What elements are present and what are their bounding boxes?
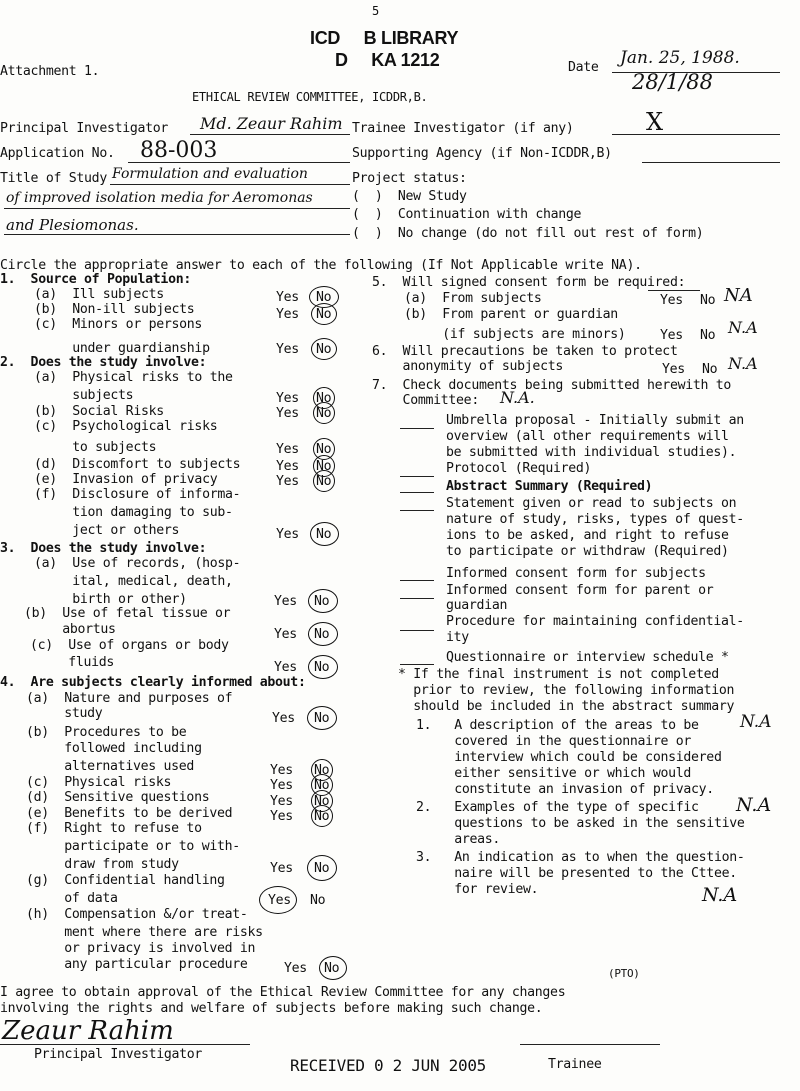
- answer-no: No: [316, 406, 332, 421]
- pi-value: Md. Zeaur Rahim: [200, 114, 343, 133]
- doc-umbrella-1: Umbrella proposal - Initially submit an: [446, 413, 744, 428]
- status-new-study: ( ) New Study: [352, 189, 467, 204]
- answer-yes: Yes: [276, 307, 299, 322]
- q4b-line1: (b) Procedures to be: [26, 725, 187, 740]
- answer-circle: [308, 622, 338, 646]
- answer-circle: [259, 886, 297, 914]
- q3a-line3: birth or other): [34, 592, 187, 607]
- trainee-value: X: [646, 108, 664, 136]
- answer-no: No: [310, 893, 326, 908]
- header-mark: 5: [372, 4, 379, 18]
- answer-yes: Yes: [270, 794, 293, 809]
- answer-yes: Yes: [270, 809, 293, 824]
- answer-yes: Yes: [276, 342, 299, 357]
- pi-signature-label: Principal Investigator: [34, 1047, 203, 1062]
- doc-confidentiality-1: Procedure for maintaining confidential-: [446, 614, 744, 629]
- library-stamp-line1: ICD B LIBRARY: [310, 28, 459, 48]
- note1-na: N.A: [740, 712, 772, 732]
- title-underline-3: [4, 234, 350, 235]
- trainee-signature-line: [520, 1044, 660, 1045]
- checkbox-line: [400, 664, 434, 665]
- q7-line2: Committee:: [372, 393, 479, 408]
- q2f-line2: tion damaging to sub-: [34, 505, 233, 520]
- answer-yes: Yes: [274, 660, 297, 675]
- answer-no: No: [316, 474, 332, 489]
- doc-consent-subjects: Informed consent form for subjects: [446, 566, 706, 581]
- q4a-line1: (a) Nature and purposes of: [26, 691, 233, 706]
- answer-no: No: [316, 442, 332, 457]
- q4h-line3: or privacy is involved in: [26, 941, 256, 956]
- q3b-line2: abortus: [24, 622, 116, 637]
- answer-no: No: [314, 594, 330, 609]
- answer-yes: Yes: [276, 474, 299, 489]
- answer-circle: [319, 956, 347, 980]
- answer-no: No: [316, 307, 332, 322]
- answer-yes: Yes: [272, 711, 295, 726]
- checkbox-line: [400, 428, 434, 429]
- date-value-1: Jan. 25, 1988.: [620, 48, 740, 68]
- doc-abstract: Abstract Summary (Required): [446, 479, 653, 494]
- q5a: (a) From subjects: [404, 291, 542, 306]
- answer-no: No: [324, 961, 340, 976]
- checkbox-line: [400, 492, 434, 493]
- q4b-line3: alternatives used: [26, 759, 195, 774]
- answer-no: No: [316, 527, 332, 542]
- q4f-line2: participate or to with-: [26, 839, 240, 854]
- answer-no: No: [316, 342, 332, 357]
- q2c-line2: to subjects: [34, 440, 157, 455]
- answer-no: No: [316, 459, 332, 474]
- checkbox-line: [400, 598, 434, 599]
- q4d: (d) Sensitive questions: [26, 790, 210, 805]
- title-value-1: Formulation and evaluation: [112, 166, 308, 182]
- doc-confidentiality-2: ity: [446, 630, 469, 645]
- application-value: 88-003: [140, 138, 218, 163]
- received-stamp: RECEIVED 0 2 JUN 2005: [290, 1056, 486, 1075]
- answer-no: No: [702, 362, 718, 377]
- q4c: (c) Physical risks: [26, 775, 172, 790]
- q4a-line2: study: [26, 706, 103, 721]
- answer-no: No: [314, 861, 330, 876]
- note2-na: N.A: [736, 794, 772, 816]
- note2-line2: questions to be asked in the sensitive: [416, 816, 745, 831]
- q7-na: N.A.: [500, 388, 535, 407]
- note1-line5: constitute an invasion of privacy.: [416, 782, 714, 797]
- answer-no: No: [316, 290, 332, 305]
- doc-statement-4: to participate or withdraw (Required): [446, 544, 729, 559]
- q5-heading: 5. Will signed consent form be required:: [372, 275, 686, 290]
- answer-yes: Yes: [276, 290, 299, 305]
- answer-circle: [311, 338, 337, 360]
- answer-yes: Yes: [284, 961, 307, 976]
- pi-signature: Zeaur Rahim: [2, 1016, 174, 1046]
- q5b-line1: (b) From parent or guardian: [404, 307, 618, 322]
- q2c-line1: (c) Psychological risks: [34, 419, 218, 434]
- doc-umbrella-3: be submitted with individual studies).: [446, 445, 737, 460]
- answer-yes: Yes: [268, 893, 291, 908]
- q4b-line2: followed including: [26, 741, 202, 756]
- note1-line4: either sensitive or which would: [416, 766, 692, 781]
- answer-no: No: [314, 660, 330, 675]
- checkbox-line: [400, 580, 434, 581]
- q5b-line2: (if subjects are minors): [404, 327, 626, 342]
- q4h-line2: ment where there are risks: [26, 925, 263, 940]
- agency-label: Supporting Agency (if Non-ICDDR,B): [352, 146, 612, 161]
- answer-no: No: [316, 391, 332, 406]
- trainee-label: Trainee Investigator (if any): [352, 121, 574, 136]
- answer-no: No: [314, 627, 330, 642]
- answer-yes: Yes: [270, 861, 293, 876]
- answer-circle: [308, 589, 338, 613]
- answer-yes: Yes: [276, 442, 299, 457]
- answer-no: No: [314, 809, 330, 824]
- answer-yes: Yes: [276, 459, 299, 474]
- q7-line1: 7. Check documents being submitted herewith to: [372, 378, 732, 393]
- answer-no: No: [314, 711, 330, 726]
- status-no-change: ( ) No change (do not fill out rest of form): [352, 226, 704, 241]
- q1b: (b) Non-ill subjects: [34, 302, 195, 317]
- note-line3: should be included in the abstract summary: [398, 699, 735, 714]
- doc-questionnaire: Questionnaire or interview schedule *: [446, 650, 729, 665]
- q2f-line3: ject or others: [34, 523, 180, 538]
- answer-no: No: [314, 763, 330, 778]
- title-underline-1: [110, 184, 350, 185]
- q2b: (b) Social Risks: [34, 404, 164, 419]
- q1c-line1: (c) Minors or persons: [34, 317, 203, 332]
- pi-signature-line: [0, 1044, 250, 1045]
- note3-line2: naire will be presented to the Cttee.: [416, 866, 737, 881]
- q3c-line2: fluids: [30, 655, 115, 670]
- note3-line1: 3. An indication as to when the question-: [416, 850, 745, 865]
- agree-line2: involving the rights and welfare of subjects before making such change.: [0, 1001, 543, 1016]
- status-continuation: ( ) Continuation with change: [352, 207, 582, 222]
- answer-yes: Yes: [276, 527, 299, 542]
- instruction-text: Circle the appropriate answer to each of the following (If Not Applicable write NA).: [0, 258, 642, 273]
- answer-no: No: [700, 293, 716, 308]
- answer-yes: Yes: [276, 406, 299, 421]
- answer-no: No: [700, 328, 716, 343]
- note3-na: N.A: [702, 884, 738, 906]
- q3c-line1: (c) Use of organs or body: [30, 638, 229, 653]
- committee-title: ETHICAL REVIEW COMMITTEE, ICDDR,B.: [192, 90, 428, 104]
- doc-protocol: Protocol (Required): [446, 461, 592, 476]
- note-line2: prior to review, the following information: [398, 683, 735, 698]
- answer-circle: [310, 522, 339, 546]
- q1a: (a) Ill subjects: [34, 287, 164, 302]
- title-underline-2: [4, 208, 350, 209]
- q4f-line3: draw from study: [26, 857, 179, 872]
- trainee-signature-label: Trainee: [548, 1057, 602, 1072]
- q2a-line1: (a) Physical risks to the: [34, 370, 233, 385]
- title-value-3: and Plesiomonas.: [6, 216, 139, 234]
- attachment-label: Attachment 1.: [0, 64, 100, 79]
- doc-statement-1: Statement given or read to subjects on: [446, 496, 737, 511]
- note-line1: * If the final instrument is not completed: [398, 667, 719, 682]
- answer-yes: Yes: [662, 362, 685, 377]
- answer-circle: [308, 655, 338, 679]
- agency-underline: [642, 162, 780, 163]
- doc-umbrella-2: overview (all other requirements will: [446, 429, 729, 444]
- answer-no: No: [314, 794, 330, 809]
- q2e: (e) Invasion of privacy: [34, 472, 218, 487]
- answer-yes: Yes: [274, 594, 297, 609]
- q3a-line1: (a) Use of records, (hosp-: [34, 556, 241, 571]
- note2-line1: 2. Examples of the type of specific: [416, 800, 699, 815]
- note1-line3: interview which could be considered: [416, 750, 722, 765]
- doc-consent-parent-1: Informed consent form for parent or: [446, 583, 714, 598]
- title-label: Title of Study: [0, 171, 107, 186]
- answer-circle: [311, 805, 333, 827]
- answer-yes: Yes: [270, 778, 293, 793]
- library-stamp-line2: D KA 1212: [335, 50, 440, 70]
- q6-line2: anonymity of subjects: [372, 359, 563, 374]
- answer-yes: Yes: [274, 627, 297, 642]
- note1-line2: covered in the questionnaire or: [416, 734, 692, 749]
- q4g-line2: of data: [26, 891, 118, 906]
- answer-no: No: [314, 778, 330, 793]
- q2-heading: 2. Does the study involve:: [0, 355, 207, 370]
- doc-statement-3: ions to be asked, and right to refuse: [446, 528, 729, 543]
- date-label: Date: [568, 60, 599, 75]
- answer-circle: [307, 855, 337, 881]
- q5-underline: [648, 290, 700, 291]
- pto-label: (PTO): [608, 967, 640, 980]
- doc-consent-parent-2: guardian: [446, 598, 508, 613]
- q5b-na: N.A: [728, 318, 758, 337]
- q1-heading: 1. Source of Population:: [0, 272, 191, 287]
- q5a-na: NA: [724, 285, 753, 306]
- answer-circle: [311, 303, 337, 325]
- checkbox-line: [400, 476, 434, 477]
- application-label: Application No.: [0, 146, 115, 161]
- answer-yes: Yes: [660, 293, 683, 308]
- q2f-line1: (f) Disclosure of informa-: [34, 487, 241, 502]
- q6-line1: 6. Will precautions be taken to protect: [372, 344, 678, 359]
- q1c-line2: under guardianship: [34, 341, 210, 356]
- q6-na: N.A: [728, 354, 758, 373]
- q3-heading: 3. Does the study involve:: [0, 541, 207, 556]
- pi-underline: [190, 134, 350, 135]
- q2a-line2: subjects: [34, 388, 134, 403]
- q4-heading: 4. Are subjects clearly informed about:: [0, 675, 306, 690]
- q4g-line1: (g) Confidential handling: [26, 873, 225, 888]
- pi-label: Principal Investigator: [0, 121, 169, 136]
- q4f-line1: (f) Right to refuse to: [26, 821, 202, 836]
- note2-line3: areas.: [416, 832, 501, 847]
- q4e: (e) Benefits to be derived: [26, 806, 233, 821]
- trainee-underline: [612, 134, 780, 135]
- answer-circle: [307, 706, 337, 730]
- agree-line1: I agree to obtain approval of the Ethical Review Committee for any changes: [0, 985, 566, 1000]
- q4h-line4: any particular procedure: [26, 957, 248, 972]
- q3b-line1: (b) Use of fetal tissue or: [24, 606, 231, 621]
- doc-statement-2: nature of study, risks, types of quest-: [446, 512, 744, 527]
- application-underline: [128, 162, 350, 163]
- q2d: (d) Discomfort to subjects: [34, 457, 241, 472]
- date-value-2: 28/1/88: [632, 70, 713, 94]
- q3a-line2: ital, medical, death,: [34, 574, 233, 589]
- note1-line1: 1. A description of the areas to be: [416, 718, 699, 733]
- answer-circle: [313, 470, 335, 492]
- note3-line3: for review.: [416, 882, 539, 897]
- checkbox-line: [400, 630, 434, 631]
- answer-yes: Yes: [660, 328, 683, 343]
- answer-yes: Yes: [270, 763, 293, 778]
- checkbox-line: [400, 510, 434, 511]
- title-value-2: of improved isolation media for Aeromonas: [6, 190, 313, 206]
- answer-yes: Yes: [276, 391, 299, 406]
- q4h-line1: (h) Compensation &/or treat-: [26, 907, 248, 922]
- answer-circle: [313, 402, 335, 424]
- project-status-label: Project status:: [352, 171, 467, 186]
